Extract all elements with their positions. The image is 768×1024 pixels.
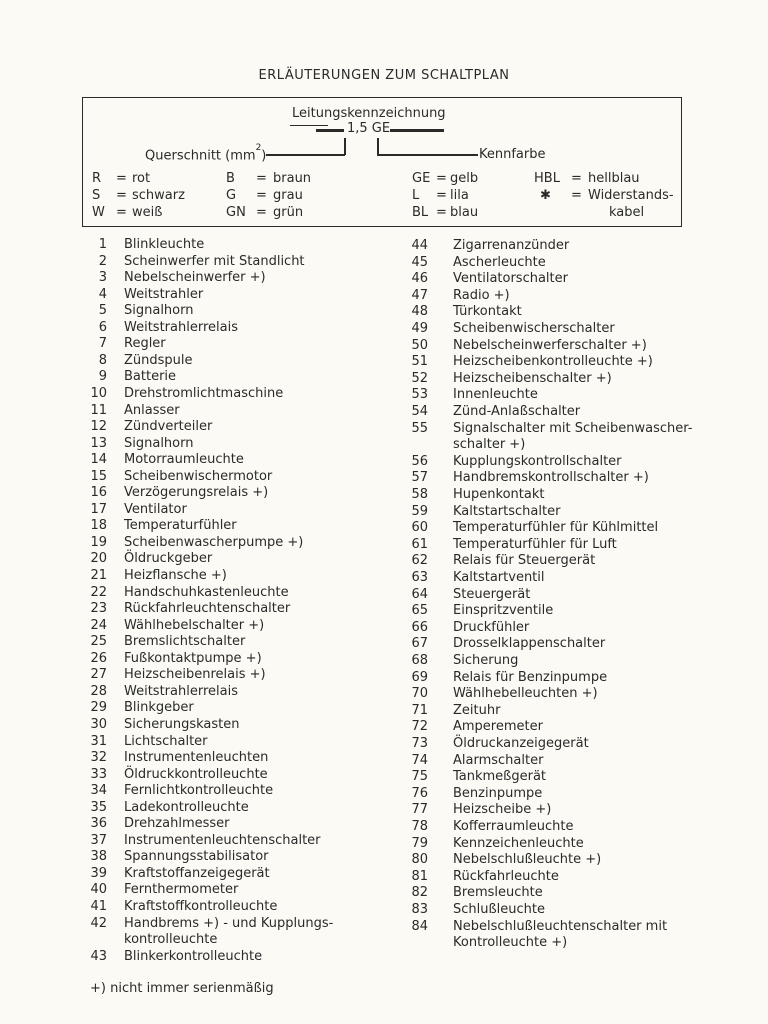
color-eq: =: [436, 188, 447, 203]
item-label: Nebelscheinwerfer +): [124, 270, 266, 286]
item-number: 23: [90, 601, 107, 617]
item-label: Bremsleuchte: [453, 885, 543, 901]
item-label: schalter +): [453, 437, 526, 453]
item-label: Handschuhkastenleuchte: [124, 584, 289, 600]
item-label: Wählhebelleuchten +): [453, 686, 598, 702]
color-eq: =: [116, 205, 127, 220]
item-number: 53: [411, 387, 428, 403]
item-number: 40: [90, 882, 107, 898]
cross-section-bracket-h: [266, 154, 345, 156]
color-name: lila: [450, 188, 469, 203]
item-label: Relais für Steuergerät: [453, 553, 596, 569]
item-label: Steuergerät: [453, 586, 531, 602]
item-number: 34: [90, 783, 107, 799]
item-label: Innenleuchte: [453, 387, 538, 403]
item-label: Sicherungskasten: [124, 716, 240, 732]
color-code: B: [226, 171, 235, 186]
item-label: Rückfahrleuchtenschalter: [124, 601, 291, 617]
item-number: 71: [411, 702, 428, 718]
item-label: Kennzeichenleuchte: [453, 835, 584, 851]
left-wire-line: [316, 129, 344, 132]
page-title: ERLÄUTERUNGEN ZUM SCHALTPLAN: [258, 68, 510, 83]
item-number: 15: [90, 468, 107, 484]
legend-heading: Leitungskennzeichnung: [292, 106, 446, 121]
item-number: 3: [98, 270, 107, 286]
item-label: Scheinwerfer mit Standlicht: [124, 253, 305, 269]
item-label: Wählhebelschalter +): [124, 617, 265, 633]
wire-example: 1,5 GE: [347, 121, 391, 136]
color-code: S: [92, 188, 101, 203]
item-number: 8: [98, 352, 107, 368]
item-label: Türkontakt: [453, 304, 522, 320]
item-number: 30: [90, 716, 107, 732]
item-number: 54: [411, 404, 428, 419]
item-number: 35: [90, 799, 107, 815]
item-number: 32: [90, 750, 107, 766]
color-label: Kennfarbe: [479, 147, 546, 162]
item-label: Temperaturfühler für Kühlmittel: [453, 520, 659, 536]
item-label: Fernthermometer: [124, 882, 239, 898]
color-code: L: [412, 188, 420, 203]
color-eq: =: [571, 171, 582, 186]
color-eq: =: [256, 205, 267, 220]
color-eq: =: [436, 205, 447, 220]
item-label: Ventilator: [124, 501, 187, 517]
color-eq: =: [116, 171, 127, 186]
item-number: 43: [90, 948, 107, 964]
item-label: Öldruckkontrolleuchte: [124, 766, 268, 782]
item-number: 38: [90, 849, 107, 865]
item-label: Kraftstoffanzeigegerät: [124, 865, 270, 881]
item-label: Weitstrahlerrelais: [124, 319, 238, 335]
item-label: Heizscheibenschalter +): [453, 370, 612, 386]
item-label: Ascherleuchte: [453, 254, 546, 270]
item-number: 9: [98, 369, 107, 385]
item-label: Signalhorn: [124, 303, 194, 319]
item-number: 18: [90, 518, 107, 534]
item-label: Zünd-Anlaßschalter: [453, 404, 581, 419]
item-label: Drehzahlmesser: [124, 816, 230, 832]
item-number: 42: [90, 915, 107, 931]
item-number: 21: [90, 568, 107, 583]
item-label: Drehstromlichtmaschine: [124, 385, 284, 401]
item-number: 63: [411, 570, 428, 585]
item-number: 79: [411, 835, 428, 851]
item-label: Verzögerungsrelais +): [124, 485, 269, 501]
item-label: Scheibenwischerschalter: [453, 321, 615, 336]
item-number: 33: [90, 766, 107, 782]
item-number: 4: [98, 286, 107, 302]
item-number: 2: [98, 253, 107, 269]
item-label: Zündspule: [124, 352, 193, 368]
color-name: hellblau: [588, 171, 640, 186]
item-number: 45: [411, 254, 428, 270]
item-label: kontrolleuchte: [124, 932, 218, 948]
color-name: braun: [273, 171, 312, 186]
resistance-cable-icon: ✱: [540, 188, 551, 203]
right-wire-line: [390, 129, 444, 132]
item-label: Heizscheibenkontrolleuchte +): [453, 354, 653, 370]
color-code: W: [92, 205, 105, 220]
item-number: 78: [411, 819, 428, 834]
item-number: 70: [411, 686, 428, 702]
item-label: Relais für Benzinpumpe: [453, 669, 608, 685]
item-number: 51: [411, 354, 428, 370]
item-number: 7: [98, 336, 107, 352]
color-bracket-h: [377, 154, 478, 156]
item-number: 76: [411, 785, 428, 801]
color-name: grau: [273, 188, 303, 203]
item-number: 20: [90, 551, 107, 567]
item-number: 64: [411, 586, 428, 602]
item-number: 81: [411, 868, 428, 884]
item-label: Radio +): [453, 287, 510, 303]
color-name: gelb: [450, 171, 479, 186]
color-code: HBL: [534, 171, 560, 186]
item-label: Lichtschalter: [124, 733, 208, 749]
item-label: Regler: [124, 336, 166, 352]
item-number: 44: [411, 238, 428, 253]
item-label: Blinkerkontrolleuchte: [124, 948, 263, 964]
item-label: Scheibenwascherpumpe +): [124, 534, 304, 550]
item-number: 25: [90, 634, 107, 650]
item-number: 12: [90, 419, 107, 435]
item-number: 69: [411, 669, 428, 685]
item-label: Schlußleuchte: [453, 902, 546, 917]
heading-underline: [290, 125, 328, 126]
item-label: Sicherung: [453, 653, 519, 668]
item-number: 37: [90, 832, 107, 848]
item-label: Fußkontaktpumpe +): [124, 650, 262, 666]
item-label: Heizflansche +): [124, 568, 227, 583]
color-name: rot: [132, 171, 151, 186]
item-label: Zündverteiler: [124, 419, 213, 435]
footnote: +) nicht immer serienmäßig: [90, 981, 274, 996]
item-number: 57: [411, 470, 428, 486]
item-label: Weitstrahler: [124, 286, 204, 302]
item-label: Blinkleuchte: [124, 237, 205, 252]
item-label: Kontrolleuchte +): [453, 935, 568, 951]
item-label: Signalschalter mit Scheibenwascher-: [453, 420, 693, 436]
item-label: Ladekontrolleuchte: [124, 799, 249, 815]
item-number: 65: [411, 603, 428, 619]
item-number: 62: [411, 553, 428, 569]
item-label: Ventilatorschalter: [453, 271, 568, 287]
item-label: Drosselklappenschalter: [453, 636, 606, 652]
item-number: 84: [411, 918, 428, 934]
color-eq: =: [116, 188, 127, 203]
item-label: Hupenkontakt: [453, 487, 545, 502]
item-number: 47: [411, 287, 428, 303]
item-label: Kofferraumleuchte: [453, 819, 574, 834]
item-label: Benzinpumpe: [453, 785, 543, 801]
color-code: R: [92, 171, 102, 186]
item-number: 29: [90, 700, 107, 716]
item-number: 75: [411, 769, 428, 785]
color-name: blau: [450, 205, 479, 220]
item-label: Bremslichtschalter: [124, 634, 246, 650]
item-label: Weitstrahlerrelais: [124, 683, 238, 699]
item-number: 52: [411, 370, 428, 386]
color-code: GN: [226, 205, 246, 220]
item-label: Spannungsstabilisator: [124, 849, 269, 865]
item-number: 31: [90, 733, 107, 749]
item-label: Instrumentenleuchtenschalter: [124, 832, 321, 848]
item-label: Zigarrenanzünder: [453, 238, 570, 253]
item-number: 77: [411, 802, 428, 818]
item-number: 61: [411, 536, 428, 552]
item-number: 13: [90, 435, 107, 451]
color-name: schwarz: [132, 188, 185, 203]
item-number: 48: [411, 304, 428, 320]
item-number: 59: [411, 503, 428, 519]
color-name-continued: kabel: [609, 205, 645, 220]
item-label: Öldruckanzeigegerät: [453, 736, 589, 751]
color-eq: =: [256, 188, 267, 203]
item-number: 60: [411, 520, 428, 536]
item-label: Nebelscheinwerferschalter +): [453, 337, 647, 353]
item-number: 16: [90, 485, 107, 501]
item-label: Heizscheibe +): [453, 802, 552, 818]
item-number: 10: [90, 385, 107, 401]
item-number: 58: [411, 487, 428, 502]
item-label: Instrumentenleuchten: [124, 750, 269, 766]
item-number: 14: [90, 452, 107, 468]
item-number: 56: [411, 453, 428, 469]
item-label: Kaltstartschalter: [453, 503, 561, 519]
item-number: 72: [411, 719, 428, 735]
item-label: Kraftstoffkontrolleuchte: [124, 899, 278, 914]
item-number: 17: [90, 501, 107, 517]
item-label: Rückfahrleuchte: [453, 868, 559, 884]
item-label: Öldruckgeber: [124, 551, 213, 567]
item-label: Tankmeßgerät: [453, 769, 547, 785]
color-name: Widerstands-: [588, 188, 674, 203]
item-number: 66: [411, 619, 428, 635]
cross-section-bracket-v: [344, 138, 346, 155]
item-number: 28: [90, 683, 107, 699]
cross-section-superscript: 2: [255, 143, 262, 153]
item-label: Zeituhr: [453, 702, 501, 718]
item-label: Einspritzventile: [453, 603, 554, 619]
item-number: 83: [411, 902, 428, 917]
item-number: 68: [411, 653, 428, 668]
item-number: 73: [411, 736, 428, 751]
item-number: 27: [90, 667, 107, 683]
item-number: 41: [90, 899, 107, 914]
item-label: Druckfühler: [453, 619, 530, 635]
item-number: 24: [90, 617, 107, 633]
item-number: 50: [411, 337, 428, 353]
item-label: Heizscheibenrelais +): [124, 667, 266, 683]
item-label: Handbremskontrollschalter +): [453, 470, 649, 486]
item-label: Scheibenwischermotor: [124, 468, 273, 484]
cross-section-label: Querschnitt $(mm^2)$: [145, 143, 267, 164]
item-number: 36: [90, 816, 107, 832]
item-label: Fernlichtkontrolleuchte: [124, 783, 274, 799]
item-number: 46: [411, 271, 428, 287]
item-number: 74: [411, 752, 428, 768]
item-number: 80: [411, 852, 428, 868]
item-number: 6: [98, 319, 107, 335]
color-eq: =: [256, 171, 267, 186]
item-label: Blinkgeber: [124, 700, 194, 716]
item-number: 19: [90, 534, 107, 550]
color-code: G: [226, 188, 237, 203]
color-eq: =: [436, 171, 447, 186]
item-label: Kupplungskontrollschalter: [453, 453, 622, 469]
item-number: 1: [98, 237, 107, 252]
item-label: Signalhorn: [124, 435, 194, 451]
color-name: grün: [273, 205, 304, 220]
item-label: Temperaturfühler: [124, 518, 237, 534]
item-number: 49: [411, 321, 428, 336]
item-number: 82: [411, 885, 428, 901]
item-label: Batterie: [124, 369, 177, 385]
item-label: Nebelschlußleuchtenschalter mit: [453, 918, 668, 934]
item-label: Motorraumleuchte: [124, 452, 244, 468]
item-label: Nebelschlußleuchte +): [453, 852, 602, 868]
item-number: 26: [90, 650, 107, 666]
item-number: 55: [411, 420, 428, 436]
item-number: 67: [411, 636, 428, 652]
item-number: 5: [98, 303, 107, 319]
item-number: 39: [90, 865, 107, 881]
item-label: Amperemeter: [453, 719, 543, 735]
color-code: GE: [412, 171, 431, 186]
color-bracket-v: [377, 138, 379, 155]
item-label: Alarmschalter: [453, 752, 544, 768]
color-name: weiß: [132, 205, 163, 220]
item-number: 11: [90, 402, 107, 418]
color-eq: =: [571, 188, 582, 203]
item-label: Temperaturfühler für Luft: [453, 536, 617, 552]
item-label: Anlasser: [124, 402, 180, 418]
color-code: BL: [412, 205, 429, 220]
item-label: Handbrems +) - und Kupplungs-: [124, 915, 334, 931]
item-label: Kaltstartventil: [453, 570, 545, 585]
item-number: 22: [90, 584, 107, 600]
